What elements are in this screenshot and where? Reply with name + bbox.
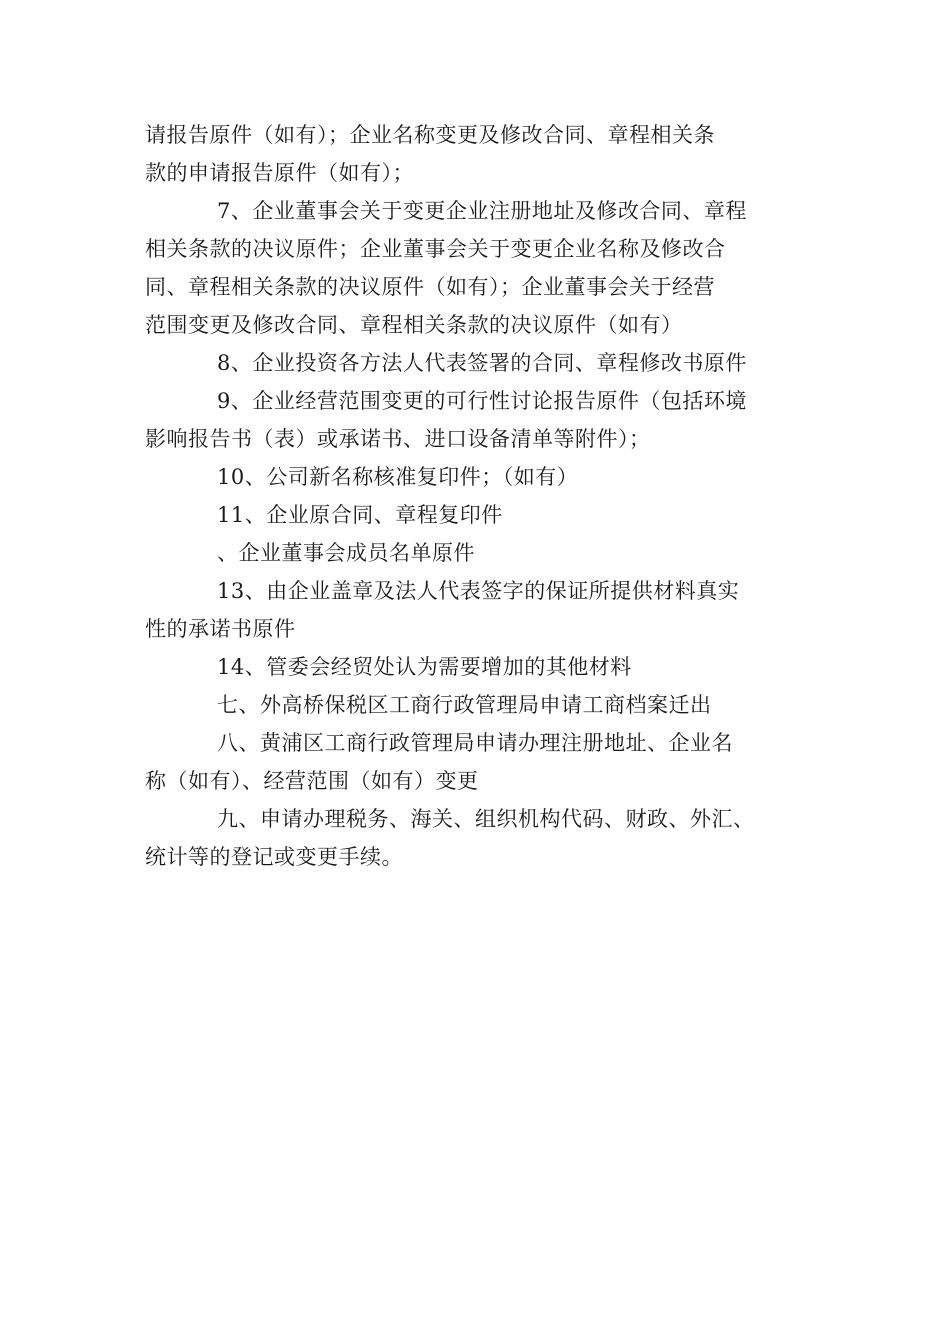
text-line: 统计等的登记或变更手续。	[145, 845, 403, 869]
text-line: 9、企业经营范围变更的可行性讨论报告原件（包括环境	[217, 389, 747, 413]
text-line: 、企业董事会成员名单原件	[217, 541, 475, 565]
text-line: 13、由企业盖章及法人代表签字的保证所提供材料真实	[217, 579, 740, 603]
text-line: 八、黄浦区工商行政管理局申请办理注册地址、企业名	[217, 731, 733, 755]
text-line: 14、管委会经贸处认为需要增加的其他材料	[217, 655, 632, 679]
text-line: 七、外高桥保税区工商行政管理局申请工商档案迁出	[217, 693, 712, 717]
document-body	[145, 116, 810, 876]
text-line: 11、企业原合同、章程复印件	[217, 503, 503, 527]
text-line: 性的承诺书原件	[145, 617, 296, 641]
text-line: 请报告原件（如有）；企业名称变更及修改合同、章程相关条	[145, 123, 715, 147]
text-line: 影响报告书（表）或承诺书、进口设备清单等附件）；	[145, 427, 651, 451]
text-line: 7、企业董事会关于变更企业注册地址及修改合同、章程	[217, 199, 747, 223]
text-line: 同、章程相关条款的决议原件（如有）；企业董事会关于经营	[145, 275, 715, 299]
text-line: 相关条款的决议原件；企业董事会关于变更企业名称及修改合	[145, 237, 726, 261]
text-line: 九、申请办理税务、海关、组织机构代码、财政、外汇、	[217, 807, 755, 831]
text-line: 范围变更及修改合同、章程相关条款的决议原件（如有）	[145, 313, 683, 337]
text-line: 10、公司新名称核准复印件；（如有）	[217, 465, 579, 489]
text-line: 8、企业投资各方法人代表签署的合同、章程修改书原件	[217, 351, 747, 375]
text-line: 款的申请报告原件（如有）；	[145, 161, 414, 185]
text-line: 称（如有）、经营范围（如有）变更	[145, 769, 479, 793]
